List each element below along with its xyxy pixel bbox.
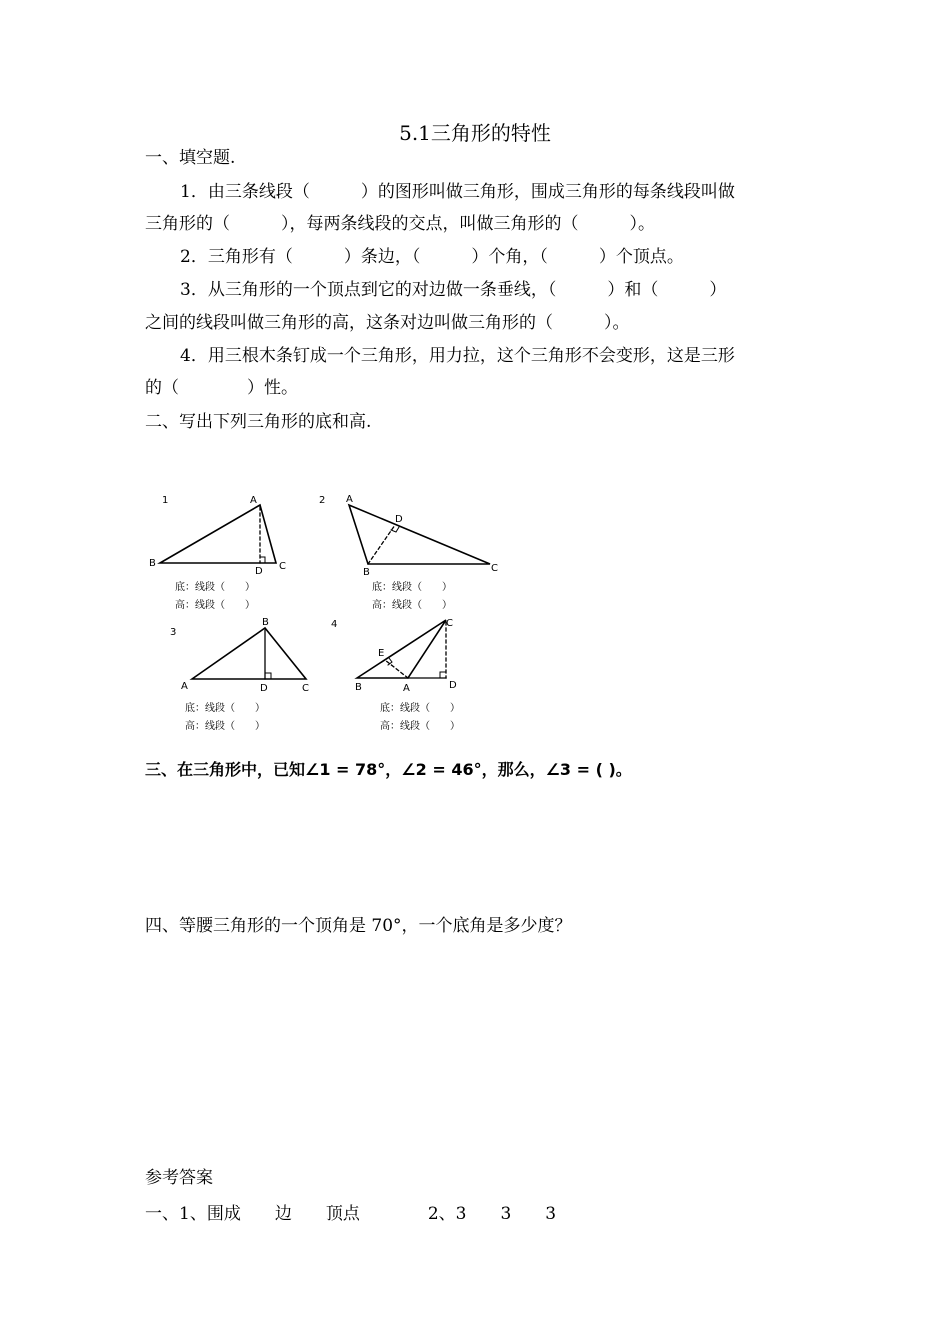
figure-4 xyxy=(331,618,460,732)
figure-2-label-D: D xyxy=(395,514,403,525)
figure-1-triangle xyxy=(160,505,276,563)
figure-1 xyxy=(149,495,286,611)
figure-3-height: 高：线段（ ） xyxy=(185,721,265,732)
figure-4-height: 高：线段（ ） xyxy=(380,721,460,732)
question-4-line-1: 4．用三根木条钉成一个三角形，用力拉，这个三角形不会变形，这是三形 xyxy=(180,346,735,366)
figure-1-label-D: D xyxy=(255,566,263,577)
figure-4-number: 4 xyxy=(331,619,338,630)
figure-4-label-D: D xyxy=(449,680,457,691)
figure-4-base: 底：线段（ ） xyxy=(380,703,460,714)
question-1-line-1: 1．由三条线段（ ）的图形叫做三角形，围成三角形的每条线段叫做 xyxy=(180,182,735,202)
question-3-line-1: 3．从三角形的一个顶点到它的对边做一条垂线，（ ）和（ ） xyxy=(180,280,727,300)
figure-3-label-C: C xyxy=(302,683,309,694)
section-3-question: 三、在三角形中，已知∠1 = 78°，∠2 = 46°，那么，∠3 = ( )。 xyxy=(145,760,632,779)
figure-4-triangle xyxy=(357,620,446,678)
question-1-line-2: 三角形的（ ），每两条线段的交点，叫做三角形的（ ）。 xyxy=(145,214,655,234)
figure-4-label-B: B xyxy=(355,682,362,693)
figure-4-height-AE xyxy=(385,660,408,678)
figure-2-base: 底：线段（ ） xyxy=(372,582,452,593)
figure-4-label-E: E xyxy=(378,648,385,659)
figure-1-right-angle xyxy=(260,557,265,563)
answers-line-1: 一、1、围成 边 顶点 2、3 3 3 xyxy=(145,1204,557,1224)
figure-2-label-B: B xyxy=(363,567,370,578)
figure-1-height: 高：线段（ ） xyxy=(175,600,255,611)
page-title: 5.1三角形的特性 xyxy=(399,121,551,145)
figure-1-base: 底：线段（ ） xyxy=(175,582,255,593)
figure-2-height: 高：线段（ ） xyxy=(372,600,452,611)
figure-1-label-B: B xyxy=(149,558,156,569)
section-2-heading: 二、写出下列三角形的底和高. xyxy=(145,412,372,432)
figure-3-right-angle xyxy=(265,673,271,679)
answers-heading: 参考答案 xyxy=(145,1168,213,1188)
figure-2 xyxy=(319,494,498,611)
figure-1-label-A: A xyxy=(250,495,257,506)
question-4-line-2: 的（ ）性。 xyxy=(145,378,298,398)
figure-3-base: 底：线段（ ） xyxy=(185,703,265,714)
figure-4-right-angle-E xyxy=(388,658,392,665)
section-1-heading: 一、填空题. xyxy=(145,148,236,168)
figure-2-label-A: A xyxy=(346,494,353,505)
figure-2-number: 2 xyxy=(319,495,326,506)
question-2: 2．三角形有（ ）条边，（ ）个角，（ ）个顶点。 xyxy=(180,247,684,267)
figure-3 xyxy=(170,617,309,732)
figure-4-label-C: C xyxy=(446,618,453,629)
figure-1-label-C: C xyxy=(279,561,286,572)
figure-1-number: 1 xyxy=(162,495,169,506)
figure-3-number: 3 xyxy=(170,627,177,638)
figure-4-label-A: A xyxy=(403,683,410,694)
figure-4-right-angle-D xyxy=(440,672,446,678)
figure-3-label-B: B xyxy=(262,617,269,628)
figure-2-height-BD xyxy=(368,525,395,564)
figure-2-triangle xyxy=(349,505,490,564)
section-4-question: 四、等腰三角形的一个顶角是 70°，一个底角是多少度？ xyxy=(145,916,572,936)
figure-3-label-D: D xyxy=(260,683,268,694)
question-3-line-2: 之间的线段叫做三角形的高，这条对边叫做三角形的（ ）。 xyxy=(145,313,630,333)
figure-2-label-C: C xyxy=(491,563,498,574)
figure-3-triangle xyxy=(192,628,306,679)
triangle-figures xyxy=(130,485,510,735)
figure-3-label-A: A xyxy=(181,681,188,692)
